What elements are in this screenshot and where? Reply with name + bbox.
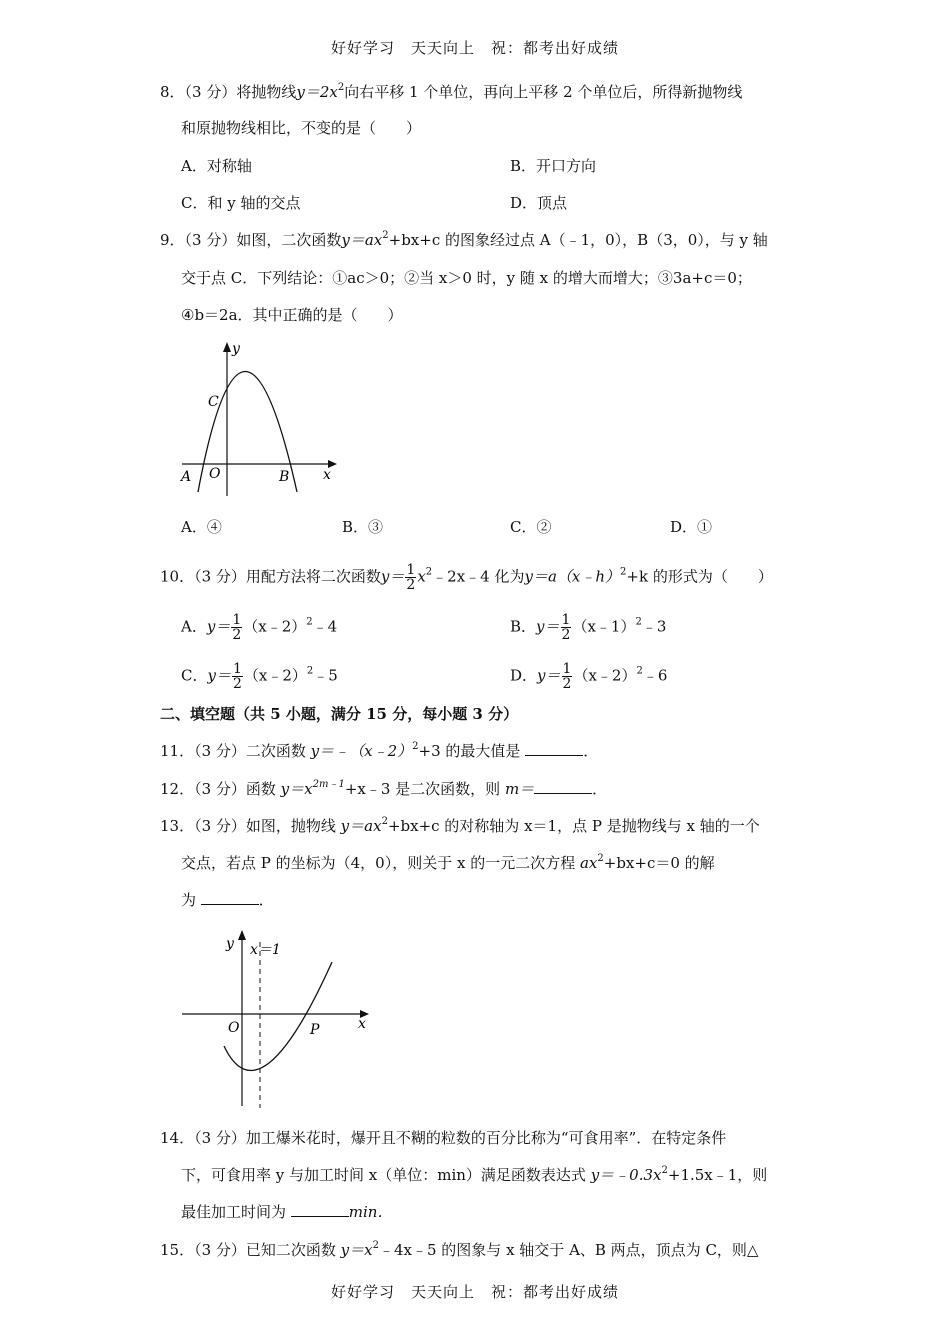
q12-expression: y＝x bbox=[280, 780, 313, 798]
q10-x: x bbox=[417, 567, 426, 586]
q13-expression: y＝ax bbox=[340, 817, 382, 835]
q9-expression: y＝ax bbox=[341, 231, 383, 249]
section-2-title: 二、填空题（共 5 小题，满分 15 分，每小题 3 分） bbox=[160, 705, 519, 723]
q10-c-num: 1 bbox=[232, 661, 242, 677]
question-12 bbox=[160, 779, 607, 799]
question-13-line-2 bbox=[181, 853, 715, 873]
q13-line2-text: 交点，若点 P 的坐标为（4，0），则关于 x 的一元二次方程 bbox=[181, 854, 580, 872]
q14-exponent: 2 bbox=[661, 1165, 668, 1176]
question-14-line-3 bbox=[181, 1202, 392, 1222]
q13-label-axis: x＝1 bbox=[250, 942, 281, 958]
q8-text: 向右平移 1 个单位，再向上平移 2 个单位后，所得新抛物线 bbox=[344, 83, 743, 101]
q13-label-x: x bbox=[358, 1016, 366, 1032]
q13-label-y: y bbox=[226, 936, 234, 952]
q10-d-den: 2 bbox=[562, 676, 572, 692]
q9-option-a[interactable]: A．④ bbox=[181, 518, 222, 536]
question-13-line-1 bbox=[160, 816, 760, 836]
q10-option-a[interactable] bbox=[181, 613, 337, 642]
question-14-line-1: 14．（3 分）加工爆米花时，爆开且不糊的粒数的百分比称为“可食用率”．在特定条件 bbox=[160, 1129, 727, 1147]
q9-label-y: y bbox=[232, 341, 240, 357]
q10-c-y: y＝ bbox=[207, 666, 231, 685]
q10-b-num: 1 bbox=[561, 612, 571, 628]
q14-line3-text: 最佳加工时间为 bbox=[181, 1203, 291, 1221]
page-footer: 好好学习 天天向上 祝：都考出好成绩 bbox=[330, 1283, 619, 1301]
q11-intro: 11．（3 分）二次函数 bbox=[160, 742, 311, 760]
q10-a-exp: 2 bbox=[306, 616, 313, 628]
q9-exponent: 2 bbox=[382, 230, 389, 241]
q11-answer-blank[interactable] bbox=[525, 741, 583, 756]
q10-option-b[interactable] bbox=[510, 613, 666, 642]
q10-b-y: y＝ bbox=[536, 617, 560, 636]
q12-answer-blank[interactable] bbox=[534, 779, 592, 794]
q10-option-c[interactable] bbox=[181, 662, 338, 691]
q13-label-o: O bbox=[228, 1020, 240, 1036]
q10-c-den: 2 bbox=[232, 676, 242, 692]
q8-expression: y＝2x bbox=[296, 83, 338, 101]
q10-d-y: y＝ bbox=[537, 666, 561, 685]
q9-label-b: B bbox=[279, 469, 290, 485]
question-9-line-3: ④b＝2a．其中正确的是（ ） bbox=[181, 306, 403, 324]
q10-c-fraction bbox=[232, 662, 243, 691]
q8-option-c[interactable]: C．和 y 轴的交点 bbox=[181, 194, 301, 212]
q10-frac-den: 2 bbox=[406, 577, 416, 593]
q9-option-b[interactable]: B．③ bbox=[342, 518, 384, 536]
q10-d-paren: （x﹣2） bbox=[573, 666, 637, 685]
q10-b-exp: 2 bbox=[635, 616, 642, 628]
q12-text: +x﹣3 是二次函数，则 bbox=[344, 780, 505, 798]
q10-b-fraction bbox=[561, 613, 572, 642]
q10-b-paren: （x﹣1） bbox=[572, 617, 636, 636]
q10-c-paren: （x﹣2） bbox=[243, 666, 307, 685]
q10-b-prefix: B． bbox=[510, 617, 537, 636]
q11-expression: y＝﹣（x﹣2） bbox=[310, 742, 413, 760]
q10-intro: 10．（3 分）用配方法将二次函数 bbox=[160, 567, 381, 586]
q10-c-exp: 2 bbox=[306, 665, 314, 677]
q10-tail: +k 的形式为（ ） bbox=[626, 567, 773, 586]
q9-parabola-graph bbox=[176, 338, 346, 500]
q9-option-c[interactable]: C．② bbox=[510, 518, 552, 536]
q15-exponent: 2 bbox=[372, 1240, 379, 1251]
question-10-line-1 bbox=[160, 563, 773, 592]
q12-m: m＝ bbox=[504, 780, 535, 798]
q14-unit: min． bbox=[348, 1203, 393, 1221]
q13-parabola-graph bbox=[176, 926, 376, 1110]
q8-option-b[interactable]: B．开口方向 bbox=[510, 157, 597, 175]
q10-fraction bbox=[405, 563, 416, 592]
q10-d-fraction bbox=[562, 662, 573, 691]
q10-a-num: 1 bbox=[232, 612, 242, 628]
q10-d-prefix: D． bbox=[510, 666, 538, 685]
q10-d-num: 1 bbox=[562, 661, 572, 677]
question-11 bbox=[160, 741, 598, 761]
q10-a-fraction bbox=[231, 613, 242, 642]
q8-option-d[interactable]: D．顶点 bbox=[510, 194, 568, 212]
q14-line2-text: 下，可食用率 y 与加工时间 x（单位：min）满足函数表达式 bbox=[181, 1166, 591, 1184]
q10-a-prefix: A． bbox=[181, 617, 207, 636]
q13-exponent: 2 bbox=[381, 816, 388, 827]
question-15-line-1 bbox=[160, 1240, 758, 1260]
q12-intro: 12．（3 分）函数 bbox=[160, 780, 281, 798]
q15-expression: y＝x bbox=[340, 1241, 373, 1259]
q10-d-tail: ﹣6 bbox=[642, 666, 668, 685]
q13-label-p: P bbox=[310, 1022, 320, 1038]
q10-c-tail: ﹣5 bbox=[313, 666, 338, 685]
q9-text: +bx+c 的图象经过点 A（﹣1，0），B（3，0），与 y 轴 bbox=[388, 231, 768, 249]
q12-exponent: 2m﹣1 bbox=[312, 779, 345, 790]
question-8-line-1 bbox=[160, 82, 742, 102]
q12-period: ． bbox=[592, 780, 608, 798]
question-8-line-2: 和原抛物线相比，不变的是（ ） bbox=[181, 119, 422, 137]
q15-text: ﹣4x﹣5 的图象与 x 轴交于 A、B 两点，顶点为 C，则△ bbox=[378, 1241, 759, 1259]
q10-a-den: 2 bbox=[232, 627, 242, 643]
q13-answer-blank[interactable] bbox=[201, 890, 259, 905]
q9-label-x: x bbox=[323, 467, 331, 483]
page-header: 好好学习 天天向上 祝：都考出好成绩 bbox=[330, 39, 619, 57]
q10-a-tail: ﹣4 bbox=[312, 617, 338, 636]
q14-line2-tail: +1.5x﹣1，则 bbox=[667, 1166, 768, 1184]
q11-exponent: 2 bbox=[412, 741, 419, 752]
q10-vertex-exponent: 2 bbox=[620, 566, 627, 578]
q8-number: 8．（3 分）将抛物线 bbox=[160, 83, 297, 101]
q10-d-exp: 2 bbox=[636, 665, 643, 677]
q13-line2-tail: +bx+c＝0 的解 bbox=[603, 854, 715, 872]
q11-period: ． bbox=[583, 742, 599, 760]
q13-parabola-curve bbox=[224, 962, 332, 1070]
q13-line2-exp: 2 bbox=[597, 853, 604, 864]
q10-a-paren: （x﹣2） bbox=[243, 617, 307, 636]
q15-intro: 15．（3 分）已知二次函数 bbox=[160, 1241, 341, 1259]
q8-exponent: 2 bbox=[337, 82, 345, 93]
q13-line2-ax: ax bbox=[579, 854, 598, 872]
q9-option-d[interactable]: D．① bbox=[670, 518, 713, 536]
q10-x-exponent: 2 bbox=[425, 566, 433, 578]
q9-label-c: C bbox=[208, 394, 219, 410]
q10-text: ﹣2x﹣4 化为 bbox=[432, 567, 525, 586]
q13-period: ． bbox=[258, 891, 274, 909]
q13-intro: 13．（3 分）如图，抛物线 bbox=[160, 817, 341, 835]
q14-answer-blank[interactable] bbox=[291, 1202, 349, 1217]
q9-label-o: O bbox=[209, 466, 221, 482]
q10-a-y: y＝ bbox=[206, 617, 231, 636]
q10-b-den: 2 bbox=[561, 627, 571, 643]
q8-option-a[interactable]: A．对称轴 bbox=[181, 157, 252, 175]
q10-y: y＝ bbox=[380, 567, 405, 586]
q10-b-tail: ﹣3 bbox=[641, 617, 667, 636]
question-9-line-1 bbox=[160, 230, 768, 250]
q10-frac-num: 1 bbox=[406, 562, 416, 578]
q10-option-d[interactable] bbox=[510, 662, 667, 691]
q9-label-a: A bbox=[181, 469, 192, 485]
q9-intro: 9．（3 分）如图，二次函数 bbox=[160, 231, 342, 249]
question-13-line-3 bbox=[181, 890, 274, 910]
question-9-line-2: 交于点 C．下列结论：①ac＞0；②当 x＞0 时，y 随 x 的增大而增大；③3a+c＝0； bbox=[181, 269, 752, 287]
q14-expression: y＝﹣0.3x bbox=[590, 1166, 662, 1184]
q10-c-prefix: C． bbox=[181, 666, 208, 685]
question-14-line-2 bbox=[181, 1165, 767, 1185]
q13-text: +bx+c 的对称轴为 x＝1，点 P 是抛物线与 x 轴的一个 bbox=[387, 817, 760, 835]
q11-text: +3 的最大值是 bbox=[418, 742, 526, 760]
q9-y-axis-arrow bbox=[223, 342, 231, 352]
q13-line3-text: 为 bbox=[181, 891, 201, 909]
q13-y-axis-arrow bbox=[238, 930, 246, 940]
q10-vertex-form: y＝a（x﹣h） bbox=[524, 567, 621, 586]
